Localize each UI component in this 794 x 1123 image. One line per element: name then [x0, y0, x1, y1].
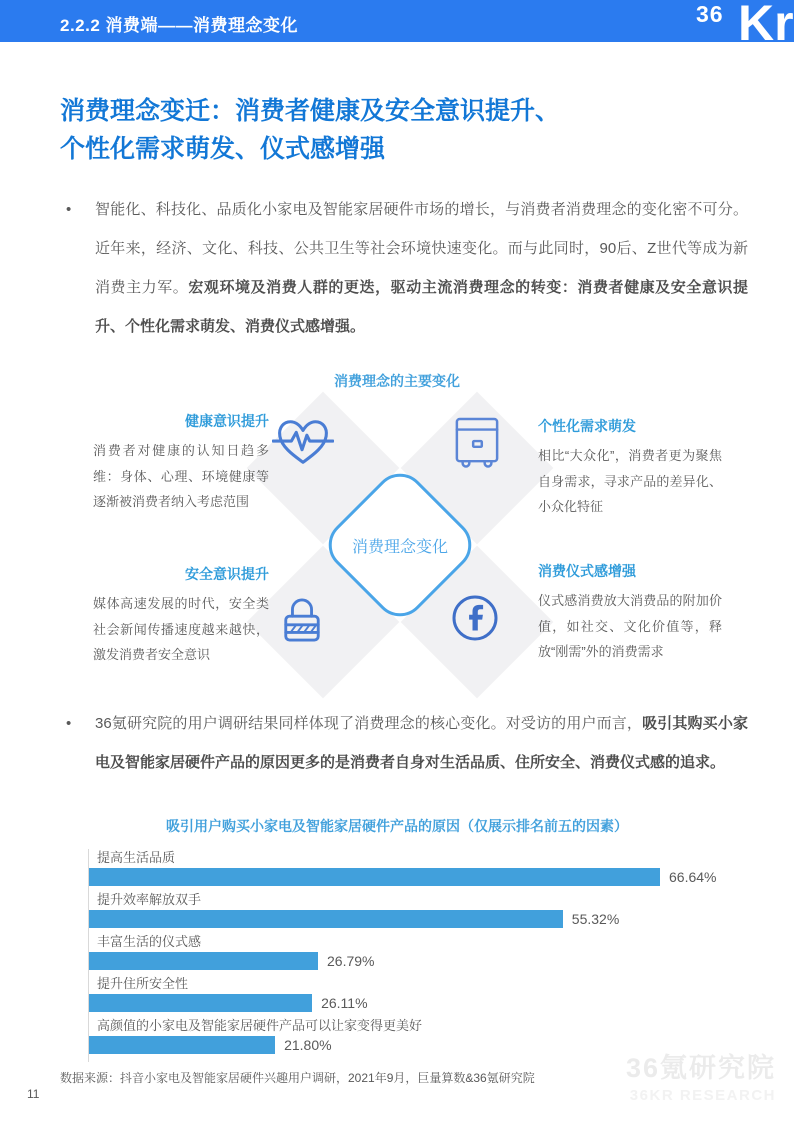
page-title-line2: 个性化需求萌发、仪式感增强 — [60, 135, 386, 163]
bar-value: 55.32% — [571, 911, 620, 927]
section-title: 2.2.2 消费端——消费理念变化 — [60, 16, 299, 35]
facebook-icon — [451, 594, 499, 642]
diagram-title: 消费理念的主要变化 — [334, 373, 460, 389]
bar-row — [88, 952, 748, 970]
watermark-chinese: 36氪研究院 — [625, 1053, 776, 1083]
bar — [88, 1036, 275, 1054]
quadrant-safety — [93, 564, 269, 668]
bullet-glyph: • — [66, 201, 72, 218]
quadrant-safety-heading: 安全意识提升 — [185, 566, 269, 582]
concept-diagram — [0, 395, 794, 697]
quadrant-ritual-body: 仪式感消费放大消费品的附加价值，如社交、文化价值等，释放“刚需”外的消费需求 — [538, 593, 722, 659]
logo-36-text: 36 — [696, 1, 724, 27]
logo-kr-text: Kr — [738, 0, 794, 51]
page-title — [60, 92, 750, 168]
bar-label: 丰富生活的仪式感 — [97, 934, 202, 949]
bar-value: 66.64% — [669, 869, 717, 885]
bullet-glyph: • — [66, 715, 72, 732]
bullet-paragraph-2 — [66, 704, 748, 782]
padlock-icon — [281, 596, 323, 644]
paragraph-text — [95, 704, 748, 782]
bar-row — [88, 994, 748, 1012]
quadrant-personalization-heading: 个性化需求萌发 — [538, 418, 636, 434]
chart-axis-line — [88, 849, 89, 1062]
bar-label: 提高生活品质 — [97, 850, 176, 865]
appliance-icon — [454, 416, 500, 469]
bar — [88, 952, 318, 970]
quadrant-health-body: 消费者对健康的认知日趋多维：身体、心理、环境健康等逐渐被消费者纳入考虑范围 — [93, 443, 269, 509]
quadrant-ritual-heading: 消费仪式感增强 — [538, 563, 636, 579]
quadrant-safety-body: 媒体高速发展的时代，安全类社会新闻传播速度越来越快，激发消费者安全意识 — [93, 596, 269, 662]
watermark-english: 36KR RESEARCH — [629, 1087, 776, 1104]
quadrant-personalization-body: 相比“大众化”，消费者更为聚焦自身需求，寻求产品的差异化、小众化特征 — [538, 448, 722, 514]
quadrant-ritual — [538, 561, 722, 665]
bar — [88, 910, 563, 928]
bar — [88, 868, 660, 886]
quadrant-health-heading: 健康意识提升 — [185, 413, 269, 429]
page-title-line1: 消费理念变迁：消费者健康及安全意识提升、 — [60, 97, 561, 125]
paragraph-text — [95, 190, 748, 346]
bar-value: 26.11% — [321, 995, 368, 1011]
36kr-logo — [694, 0, 794, 58]
bar-label: 提升效率解放双手 — [97, 892, 202, 907]
heartbeat-icon — [272, 415, 334, 469]
quadrant-health — [93, 411, 269, 515]
paragraph-bold-text: 吸引其购买小家电及智能家居硬件产品的原因更多的是消费者自身对生活品质、住所安全、消费仪式感的追求。 — [95, 715, 748, 771]
bar-label: 提升住所安全性 — [97, 976, 189, 991]
page-number: 11 — [27, 1087, 40, 1101]
paragraph-normal-text: 智能化、科技化、品质化小家电及智能家居硬件市场的增长，与消费者消费理念的变化密不可分。近年来，经济、文化、科技、公共卫生等社会环境快速变化。而与此同时，90后、Z世代等成为新消费主力军。 — [95, 201, 748, 296]
bar-row — [88, 910, 748, 928]
bar-value: 21.80% — [284, 1037, 332, 1053]
header-bar — [0, 0, 794, 51]
bar-value: 26.79% — [327, 953, 375, 969]
bullet-paragraph-1 — [66, 190, 748, 346]
bar-chart — [88, 847, 748, 1057]
source-note: 数据来源：抖音小家电及智能家居硬件兴趣用户调研，2021年9月，巨量算数&36氪研究院 — [60, 1071, 535, 1085]
center-diamond-label: 消费理念变化 — [351, 538, 448, 556]
bar-row — [88, 868, 748, 886]
watermark — [626, 1046, 776, 1104]
paragraph-normal-text: 36氪研究院的用户调研结果同样体现了消费理念的核心变化。对受访的用户而言， — [95, 715, 643, 732]
bar-label: 高颜值的小家电及智能家居硬件产品可以让家变得更美好 — [97, 1018, 423, 1033]
chart-title: 吸引用户购买小家电及智能家居硬件产品的原因（仅展示排名前五的因素） — [166, 818, 628, 834]
bar — [88, 994, 312, 1012]
paragraph-bold-text: 宏观环境及消费人群的更迭，驱动主流消费理念的转变：消费者健康及安全意识提升、个性化需求萌发、消费仪式感增强。 — [95, 279, 748, 335]
quadrant-personalization — [538, 416, 722, 520]
